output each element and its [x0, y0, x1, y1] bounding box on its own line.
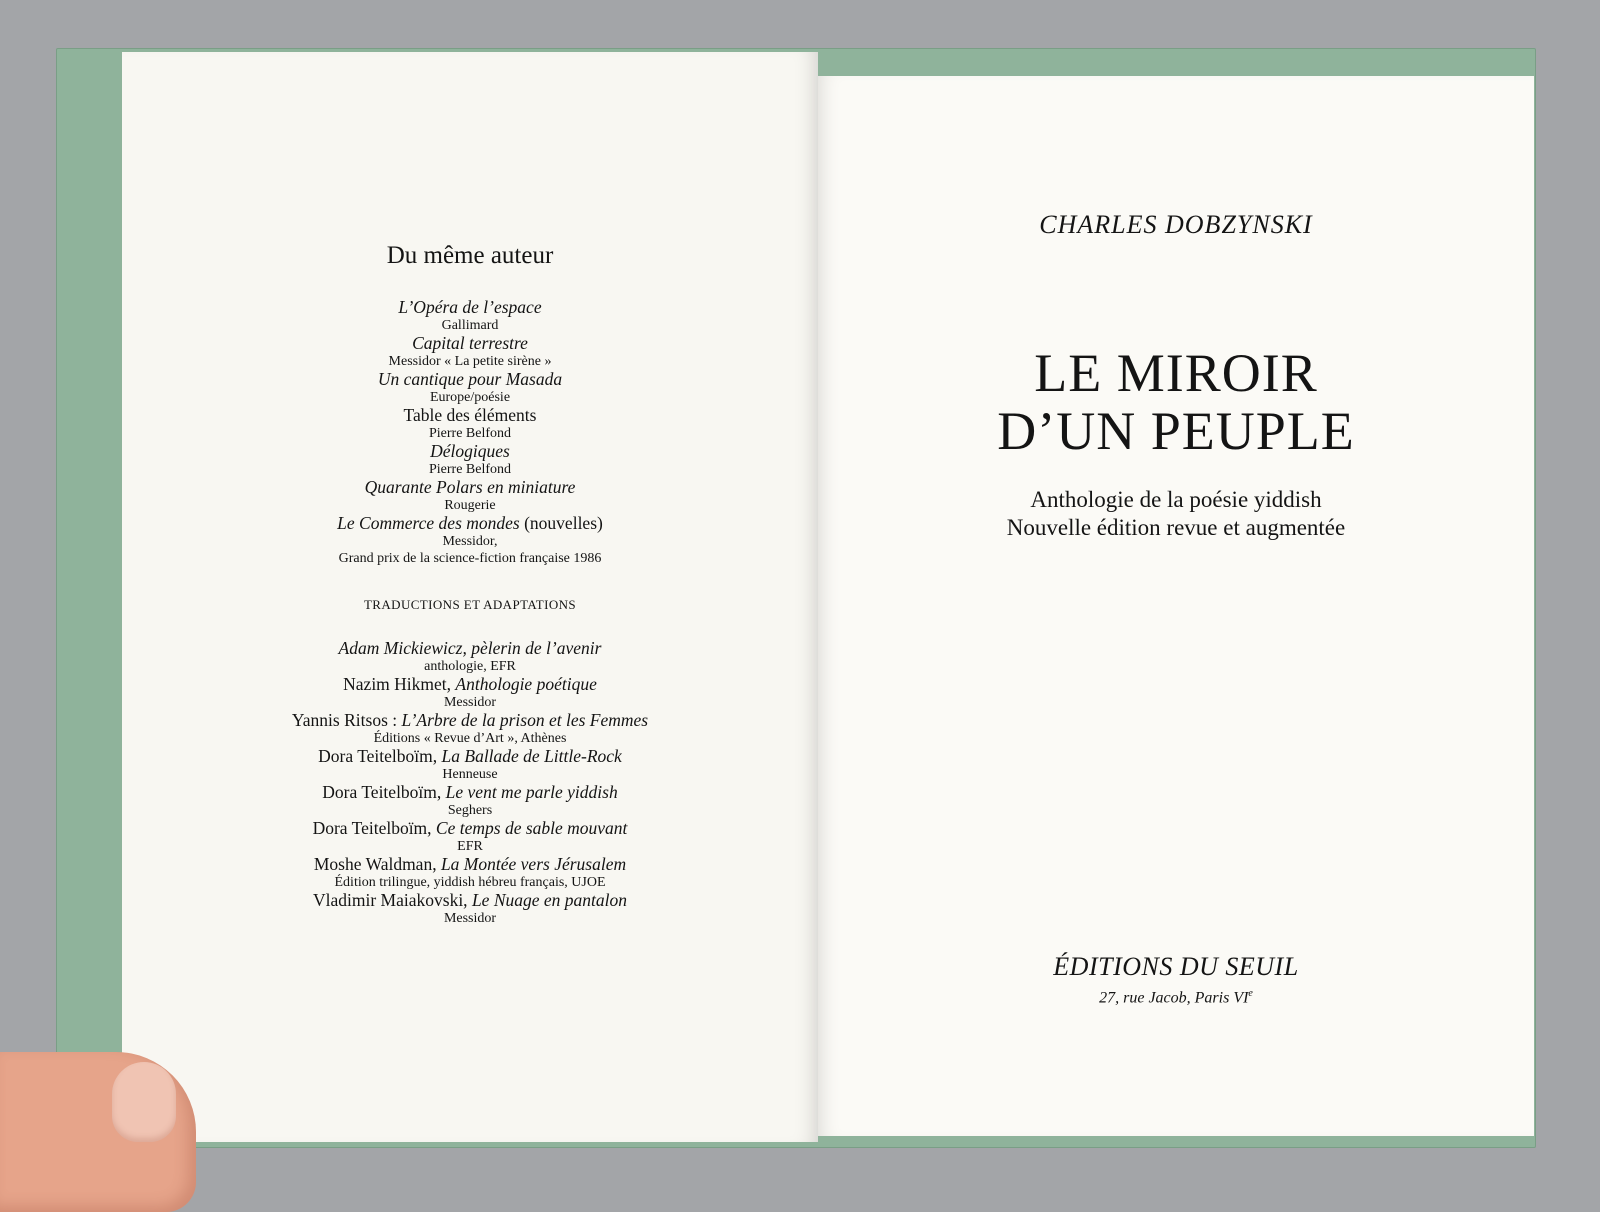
translation-publisher: EFR [457, 839, 483, 854]
bibliography [122, 242, 818, 927]
translation-title: Ce temps de sable mouvant [435, 818, 628, 838]
list-item [122, 747, 818, 783]
list-item [122, 298, 818, 334]
translation-publisher: Messidor [443, 911, 497, 926]
list-item [122, 639, 818, 675]
author-name: CHARLES DOBZYNSKI [1039, 210, 1313, 239]
list-item [122, 891, 818, 927]
work-publisher: Gallimard [441, 318, 499, 333]
translation-author: Dora Teitelboïm, [322, 782, 446, 802]
translations-list [122, 639, 818, 927]
translation-author: Yannis Ritsos : [291, 710, 402, 730]
translation-title: L’Arbre de la prison et les Femmes [401, 710, 649, 730]
list-item [122, 370, 818, 406]
list-item [122, 406, 818, 442]
subtitle-line1: Anthologie de la poésie yiddish [1030, 487, 1322, 512]
address-text: 27, rue Jacob, Paris VI [1099, 989, 1249, 1007]
work-title: Délogiques [430, 441, 510, 461]
translation-author: Dora Teitelboïm, [312, 818, 436, 838]
book-title-line2: D’UN PEUPLE [997, 401, 1355, 461]
bibliography-heading: Du même auteur [386, 242, 554, 269]
work-title: Table des éléments [403, 405, 537, 425]
list-item [122, 711, 818, 747]
work-title: L’Opéra de l’espace [398, 297, 542, 317]
translation-title: Le Nuage en pantalon [471, 890, 627, 910]
translation-publisher: anthologie, EFR [424, 659, 516, 674]
work-publisher: Pierre Belfond [428, 462, 512, 477]
thumbnail-nail [112, 1062, 176, 1142]
right-page [818, 76, 1534, 1136]
translation-publisher: Édition trilingue, yiddish hébreu français, UJOE [334, 875, 606, 890]
translation-author: Vladimir Maiakovski, [313, 890, 472, 910]
list-item [122, 855, 818, 891]
work-title-note: (nouvelles) [519, 513, 603, 533]
work-publisher: Rougerie [444, 498, 496, 513]
work-title: Quarante Polars en miniature [364, 477, 576, 497]
list-item [122, 675, 818, 711]
translation-title: Adam Mickiewicz, pèlerin de l’avenir [338, 638, 602, 658]
translation-publisher: Messidor [443, 695, 497, 710]
translation-title: La Montée vers Jérusalem [440, 854, 627, 874]
work-award: Grand prix de la science-fiction française 1986 [338, 551, 602, 566]
work-publisher: Messidor « La petite sirène » [388, 354, 552, 369]
translation-author: Moshe Waldman, [313, 854, 441, 874]
list-item [122, 783, 818, 819]
book-subtitle [818, 486, 1534, 542]
translation-publisher: Henneuse [442, 767, 498, 782]
works-list [122, 298, 818, 567]
address-superscript: e [1248, 988, 1253, 999]
translation-author: Nazim Hikmet, [343, 674, 456, 694]
work-publisher: Pierre Belfond [428, 426, 512, 441]
translation-publisher: Éditions « Revue d’Art », Athènes [373, 731, 567, 746]
list-item [122, 442, 818, 478]
work-publisher: Europe/poésie [429, 390, 511, 405]
translations-heading: TRADUCTIONS ET ADAPTATIONS [363, 597, 577, 612]
left-page [122, 52, 818, 1142]
subtitle-line2: Nouvelle édition revue et augmentée [1006, 515, 1346, 540]
work-title: Un cantique pour Masada [377, 369, 563, 389]
book-title-line1: LE MIROIR [1034, 343, 1318, 403]
book-title [818, 344, 1534, 460]
publisher-name: ÉDITIONS DU SEUIL [1053, 952, 1299, 981]
translation-title: La Ballade de Little-Rock [441, 746, 622, 766]
list-item [122, 514, 818, 567]
list-item [122, 478, 818, 514]
translation-title: Anthologie poétique [455, 674, 597, 694]
translation-author: Dora Teitelboïm, [318, 746, 442, 766]
work-title: Capital terrestre [412, 333, 528, 353]
list-item [122, 334, 818, 370]
work-publisher: Messidor, [442, 534, 498, 549]
translation-title: Le vent me parle yiddish [445, 782, 618, 802]
list-item [122, 819, 818, 855]
publisher-address [818, 988, 1534, 1007]
work-title: Le Commerce des mondes [337, 513, 520, 533]
translation-publisher: Seghers [447, 803, 493, 818]
